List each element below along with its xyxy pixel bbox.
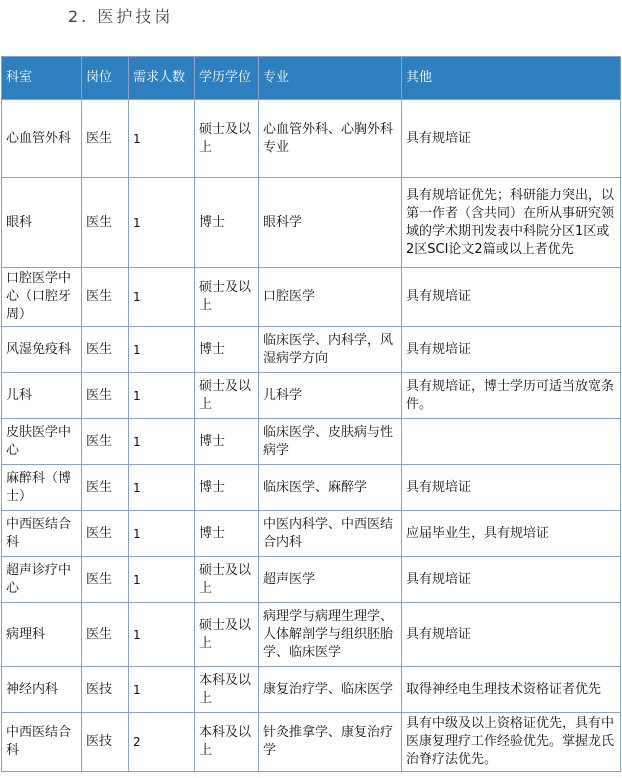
- table-row: [2, 327, 621, 373]
- cell-position: 医生: [82, 603, 129, 667]
- cell-degree: 博士: [195, 465, 259, 511]
- cell-degree: 博士: [195, 178, 259, 268]
- header-major: 专业: [259, 57, 402, 100]
- cell-count: 1: [129, 327, 195, 373]
- cell-other: 具有规培证: [402, 268, 621, 327]
- cell-count: 1: [129, 268, 195, 327]
- cell-position: 医生: [82, 178, 129, 268]
- cell-degree: 硕士及以上: [195, 557, 259, 603]
- cell-count: 1: [129, 603, 195, 667]
- cell-major: 临床医学、内科学，风湿病学方向: [259, 327, 402, 373]
- table-row: [2, 465, 621, 511]
- cell-dept: 麻醉科（博士）: [2, 465, 82, 511]
- table-row: [2, 100, 621, 178]
- cell-dept: 超声诊疗中心: [2, 557, 82, 603]
- cell-other: [402, 419, 621, 465]
- cell-dept: 神经内科: [2, 667, 82, 713]
- cell-position: 医生: [82, 327, 129, 373]
- cell-dept: 中西医结合科: [2, 511, 82, 557]
- cell-position: 医技: [82, 713, 129, 772]
- cell-major: 儿科学: [259, 373, 402, 419]
- cell-count: 1: [129, 100, 195, 178]
- cell-major: 临床医学、麻醉学: [259, 465, 402, 511]
- cell-degree: 本科及以上: [195, 713, 259, 772]
- section-title: 2. 医护技岗: [68, 7, 174, 26]
- header-degree: 学历学位: [195, 57, 259, 100]
- cell-count: 1: [129, 465, 195, 511]
- cell-count: 1: [129, 511, 195, 557]
- table-row: [2, 603, 621, 667]
- table-row: [2, 667, 621, 713]
- header-count: 需求人数: [129, 57, 195, 100]
- cell-other: 具有规培证: [402, 327, 621, 373]
- cell-count: 1: [129, 419, 195, 465]
- recruitment-table: [1, 56, 621, 772]
- cell-major: 超声医学: [259, 557, 402, 603]
- cell-position: 医技: [82, 667, 129, 713]
- cell-other: 取得神经电生理技术资格证者优先: [402, 667, 621, 713]
- cell-degree: 硕士及以上: [195, 100, 259, 178]
- cell-major: 眼科学: [259, 178, 402, 268]
- cell-dept: 儿科: [2, 373, 82, 419]
- cell-position: 医生: [82, 373, 129, 419]
- cell-major: 病理学与病理生理学、人体解剖学与组织胚胎学、临床医学: [259, 603, 402, 667]
- cell-dept: 眼科: [2, 178, 82, 268]
- cell-major: 心血管外科、心胸外科专业: [259, 100, 402, 178]
- cell-count: 1: [129, 373, 195, 419]
- cell-degree: 硕士及以上: [195, 268, 259, 327]
- cell-other: 具有中级及以上资格证优先，具有中医康复理疗工作经验优先。掌握龙氏治脊疗法优先。: [402, 713, 621, 772]
- table-row: [2, 178, 621, 268]
- cell-other: 具有规培证: [402, 100, 621, 178]
- cell-other: 应届毕业生，具有规培证: [402, 511, 621, 557]
- cell-position: 医生: [82, 100, 129, 178]
- table-row: [2, 373, 621, 419]
- header-dept: 科室: [2, 57, 82, 100]
- cell-major: 针灸推拿学、康复治疗学: [259, 713, 402, 772]
- cell-degree: 博士: [195, 419, 259, 465]
- cell-count: 1: [129, 557, 195, 603]
- table-row: [2, 713, 621, 772]
- cell-position: 医生: [82, 511, 129, 557]
- cell-major: 中医内科学、中西医结合内科: [259, 511, 402, 557]
- table-header-row: [2, 57, 621, 100]
- cell-dept: 风湿免疫科: [2, 327, 82, 373]
- cell-dept: 口腔医学中心（口腔牙周）: [2, 268, 82, 327]
- cell-position: 医生: [82, 465, 129, 511]
- cell-other: 具有规培证优先；科研能力突出，以第一作者（含共同）在所从事研究领域的学术期刊发表中科院分区1区或2区SCI论文2篇或以上者优先: [402, 178, 621, 268]
- cell-count: 1: [129, 178, 195, 268]
- header-position: 岗位: [82, 57, 129, 100]
- cell-other: 具有规培证: [402, 557, 621, 603]
- cell-other: 具有规培证，博士学历可适当放宽条件。: [402, 373, 621, 419]
- cell-degree: 博士: [195, 327, 259, 373]
- header-other: 其他: [402, 57, 621, 100]
- table-row: [2, 268, 621, 327]
- cell-dept: 皮肤医学中心: [2, 419, 82, 465]
- cell-dept: 病理科: [2, 603, 82, 667]
- cell-degree: 硕士及以上: [195, 603, 259, 667]
- cell-degree: 博士: [195, 511, 259, 557]
- table-row: [2, 557, 621, 603]
- cell-position: 医生: [82, 557, 129, 603]
- cell-major: 口腔医学: [259, 268, 402, 327]
- table-row: [2, 511, 621, 557]
- cell-degree: 硕士及以上: [195, 373, 259, 419]
- cell-count: 1: [129, 667, 195, 713]
- cell-other: 具有规培证: [402, 465, 621, 511]
- cell-count: 2: [129, 713, 195, 772]
- cell-other: 具有规培证: [402, 603, 621, 667]
- cell-position: 医生: [82, 419, 129, 465]
- cell-major: 临床医学、皮肤病与性病学: [259, 419, 402, 465]
- cell-major: 康复治疗学、临床医学: [259, 667, 402, 713]
- table-row: [2, 419, 621, 465]
- cell-position: 医生: [82, 268, 129, 327]
- cell-dept: 心血管外科: [2, 100, 82, 178]
- cell-degree: 本科及以上: [195, 667, 259, 713]
- cell-dept: 中西医结合科: [2, 713, 82, 772]
